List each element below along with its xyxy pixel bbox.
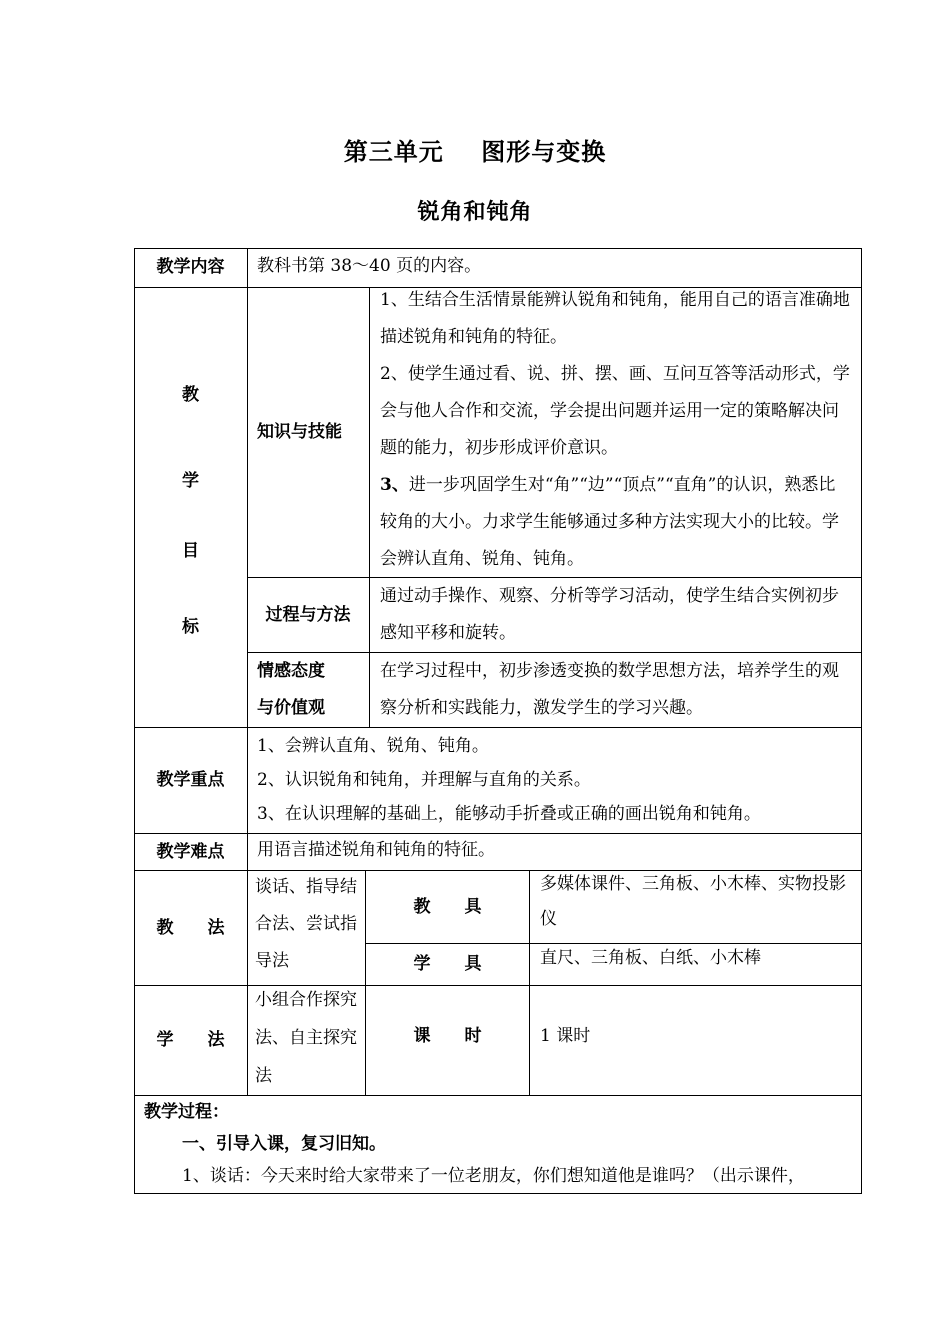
knowledge-item-3-number: 3、 [380,475,409,495]
difficulty-label: 教学难点 [156,841,225,862]
knowledge-value [370,282,861,577]
knowledge-item-2: 2、使学生通过看、说、拼、摆、画、互问互答等活动形式，学会与他人合作和交流，学会提出问题并运用一定的策略解决问题的能力，初步形成评价意识。 [380,364,850,458]
teaching-method-value: 谈话、指导结合法、尝试指导法 [255,877,357,971]
process-line-1: 1、谈话：今天来时给大家带来了一位老朋友，你们想知道他是谁吗？（出示课件， [182,1166,805,1186]
table-rule [861,248,862,1194]
key-point-item: 2、认识锐角和钝角，并理解与直角的关系。 [257,769,591,790]
lesson-title: 锐角和钝角 [417,200,533,225]
class-hours-value: 1 课时 [540,1026,591,1046]
process-section [134,1096,861,1193]
goals-label-char: 目 [182,540,199,561]
process-label: 过程与方法 [265,604,351,625]
process-section-label: 教学过程： [144,1102,229,1122]
table-rule [134,1193,862,1194]
emotion-label-line-2: 与价值观 [257,698,325,718]
knowledge-item-3 [380,467,851,578]
process-value [370,578,861,652]
key-point-item: 1、会辨认直角、锐角、钝角。 [257,735,489,756]
content-value: 教科书第 38～40 页的内容。 [257,256,482,276]
class-hours-label: 课 时 [413,1025,482,1046]
teaching-tools-label: 教 具 [413,896,482,917]
knowledge-label: 知识与技能 [257,422,342,442]
process-step-1: 一、引导入课，复习旧知。 [182,1134,386,1154]
emotion-label-line-1: 情感态度 [257,661,325,681]
key-points-label: 教学重点 [156,770,225,790]
goals-label-char: 标 [182,616,199,637]
unit-title: 第三单元 图形与变换 [343,138,607,166]
knowledge-item-3-text: 进一步巩固学生对“角”“边”“顶点”“直角”的认识，熟悉比较角的大小。力求学生能够通过多种方法实现大小的比较。学会辨认直角、锐角、钝角。 [380,475,839,569]
difficulty-value: 用语言描述锐角和钝角的特征。 [257,840,495,860]
key-point-item: 3、在认识理解的基础上，能够动手折叠或正确的画出锐角和钝角。 [257,803,761,824]
goals-label [134,288,247,727]
process-text: 通过动手操作、观察、分析等学习活动，使学生结合实例初步感知平移和旋转。 [380,586,839,643]
learning-method-label: 学 法 [156,1030,225,1050]
goals-label-char: 教 [182,384,199,405]
emotion-value [370,653,861,727]
student-tools-value: 直尺、三角板、白纸、小木棒 [540,948,761,968]
goals-label-char: 学 [182,470,199,491]
key-points-value [247,726,861,833]
teaching-tools-value: 多媒体课件、三角板、小木棒、实物投影仪 [540,874,846,929]
emotion-text: 在学习过程中，初步渗透变换的数学思想方法，培养学生的观察分析和实践能力，激发学生的学习兴趣。 [380,661,839,718]
teaching-method-label: 教 法 [156,917,225,938]
emotion-label [247,653,369,727]
lesson-plan-table [134,248,862,1194]
learning-method-value: 小组合作探究法、自主探究法 [255,990,357,1086]
student-tools-label: 学 具 [413,954,482,974]
content-label: 教学内容 [156,257,225,277]
knowledge-item-1: 1、生结合生活情景能辨认锐角和钝角，能用自己的语言准确地描述锐角和钝角的特征。 [380,290,850,347]
